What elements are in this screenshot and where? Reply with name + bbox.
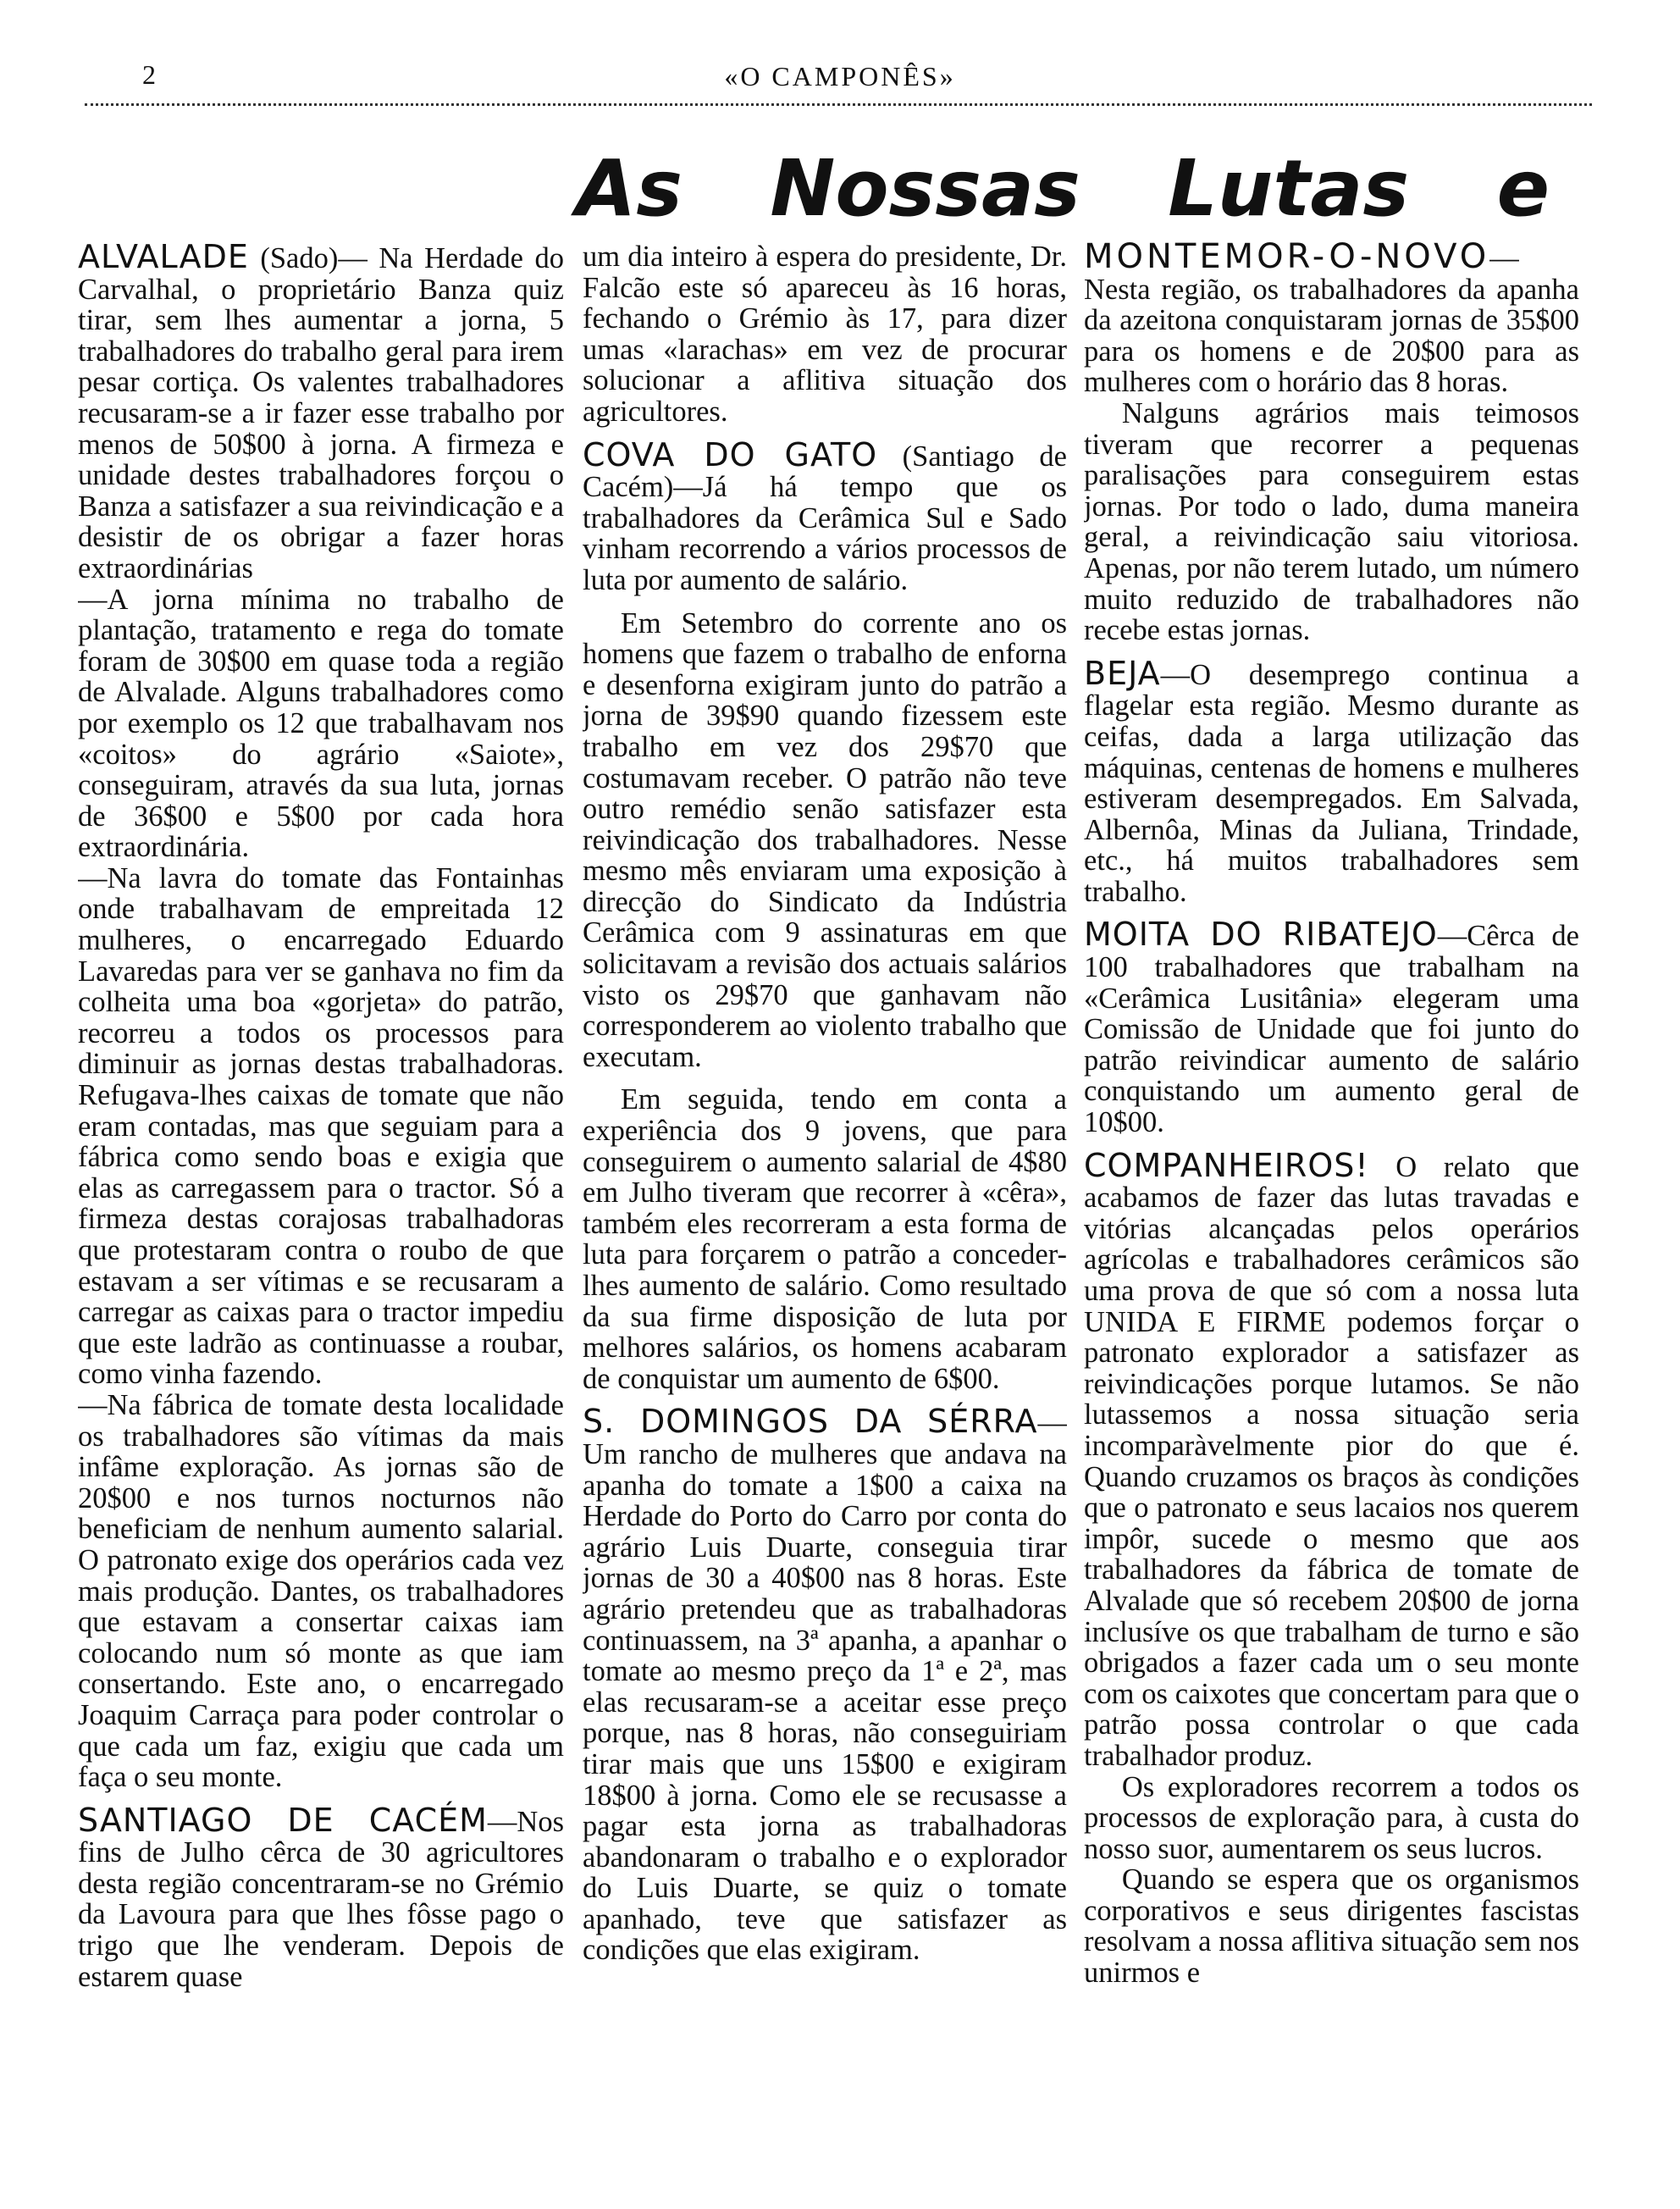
paragraph-companheiros	[1084, 1146, 1579, 1772]
paragraph-text: O relato que acabamos de fazer das lutas travadas e vitórias alcançadas pelos operários agrícolas e trabalhadores cerâmicos são uma prova de que só com a nossa luta UNIDA E FIRME podemos forçar o patronato explorador a satisfazer as reivindicações porque lutamos. Se não lutassemos a nossa situação seria incomparàvelmente pior do que é. Quando cruzamos os braços às condições que o patronato e seus lacaios nos querem impôr, sucede o mesmo que aos trabalhadores da fábrica de tomate de Alvalade que só recebem 20$00 de jorna inclusíve os que trabalham de turno e são obrigados a fazer cada um o seu monte com os caixotes que concertam para que o patrão possa controlar o que cada trabalhador produz.	[1084, 1150, 1579, 1772]
paragraph-nalguns-agrarios: Nalguns agrários mais teimosos tiveram que recorrer a pequenas paralisações para conseguirem estas jornas. Por todo o lado, duma maneira geral, a reivindicação saiu vitoriosa. Apenas, por não terem lutado, um número muito reduzido de trabalhadores não recebe estas jornas.	[1084, 396, 1579, 647]
paragraph-exploradores: Os exploradores recorrem a todos os processos de exploração para, à custa do nosso suor, aumentarem os seus lucros.	[1084, 1770, 1579, 1865]
paragraph-moita	[1084, 916, 1579, 1139]
header-rule	[85, 103, 1592, 106]
place-heading-beja: BEJA	[1084, 654, 1161, 692]
paragraph-fabrica-tomate: —Na fábrica de tomate desta localidade os trabalhadores são vítimas da mais infâme exploração. As jornas são de 20$00 e nos turnos nocturnos não beneficiam de nenhum aumento salarial. O patronato exige dos operários cada vez mais produção. Dantes, os trabalhadores que estavam a consertar caixas iam colocando num só monte as que iam consertando. Este ano, o encarregado Joaquim Carraça para poder controlar o que cada um faz, exigiu que cada um faça o seu monte.	[78, 1388, 564, 1794]
headline-word: Lutas	[1168, 142, 1410, 234]
place-heading-alvalade: ALVALADE	[78, 241, 249, 275]
place-heading-santiago-cacem: SANTIAGO DE CACÉM	[78, 1801, 488, 1839]
paragraph-text: — Um rancho de mulheres que andava na apanha do tomate a 1$00 a caixa na Herdade do Porto do Carro por conta do agrário Luis Duarte, conseguia tirar jornas de 30 a 40$00 nas 8 horas. Este agrário pretendeu que as trabalhadoras continuassem, na 3ª apanha, a apanhar o tomate ao mesmo preço da 1ª e 2ª, mas elas recusaram-se a aceitar esse preço porque, nas 8 horas, não conseguiriam tirar mais que uns 15$00 e exigiram 18$00 à jorna. Como ele se recusasse a pagar esta jorna as trabalhadoras abandonaram o trabalho e o explorador do Luis Duarte, se quiz o tomate apanhado, teve que satisfazer as condições que elas exigiram.	[583, 1407, 1067, 1967]
place-heading-s-domingos: S. DOMINGOS DA SÉRRA	[583, 1403, 1038, 1441]
paragraph-setembro: Em Setembro do corrente ano os homens que fazem o trabalho de enforna e desenforna exigiram junto do patrão a jorna de 39$90 quando fizessem este trabalho em vez dos 29$70 que costumavam receber. O patrão não teve outro remédio senão satisfazer esta reivindicação dos trabalhadores. Nesse mesmo mês enviaram uma exposição à direcção do Sindicato da Indústria Cerâmica com 9 assinaturas em que solicitavam a revisão dos actuais salários visto os 29$70 que ganhavam não corresponderem ao violento trabalho que executam.	[583, 606, 1067, 1073]
headline-word: As	[576, 142, 682, 234]
paragraph-quando-se-espera: Quando se espera que os organismos corporativos e seus dirigentes fascistas resolvam a nossa aflitiva situação sem nos unirmos e	[1084, 1863, 1579, 1990]
paragraph-fontainhas: —Na lavra do tomate das Fontainhas onde trabalhavam de empreitada 12 mulheres, o encarregado Eduardo Lavaredas para ver se ganhava no fim da colheita uma boa «gorjeta» do patrão, recorreu a todos os processos para diminuir as jornas destas trabalhadoras. Refugava-lhes caixas de tomate que não eram contadas, mas que seguiam para a fábrica como sendo boas e exigia que elas as carregassem para o tractor. Só a firmeza destas corajosas trabalhadoras que protestaram contra o roubo de que estavam a ser vítimas e se recusaram a carregar as caixas para o tractor impediu que este ladrão as continuasse a roubar, como vinha fazendo.	[78, 861, 564, 1391]
headline-word: e	[1496, 142, 1550, 234]
paragraph-text: —Nos fins de Julho cêrca de 30 agricultores desta região concentraram-se no Grémio da Lavoura para que lhes fôsse pago o trigo que lhe venderam. Depois de estarem quase	[78, 1805, 564, 1993]
headline-word: Nossas	[770, 142, 1080, 234]
article-column-3	[1084, 241, 1579, 2190]
paragraph-s-domingos	[583, 1403, 1067, 1967]
paragraph-text: (Santiago de Cacém)—Já há tempo que os trabalhadores da Cerâmica Sul e Sado vinham recorrendo a vários processos de luta por aumento de salário.	[583, 440, 1067, 596]
paragraph-text: —Nesta região, os trabalhadores da apanha da azeitona conquistaram jornas de 35$00 para os homens e de 20$00 para as mulheres com o horário das 8 horas.	[1084, 242, 1579, 399]
paragraph-beja	[1084, 654, 1579, 908]
place-heading-moita: MOITA DO RIBATEJO	[1084, 916, 1438, 954]
place-heading-companheiros: COMPANHEIROS!	[1084, 1146, 1369, 1184]
page-number: 2	[142, 59, 156, 90]
headline	[576, 129, 1550, 247]
paragraph-em-seguida: Em seguida, tendo em conta a experiência dos 9 jovens, que para conseguirem o aumento salarial de 4$80 em Julho tiveram que recorrer à «cêra», também eles recorreram a esta forma de luta para forçarem o patrão a conceder-lhes aumento de salário. Como resultado da sua firme disposição de luta por melhores salários, os homens acabaram de conquistar um aumento de 6$00.	[583, 1083, 1067, 1395]
paragraph-text: —Cêrca de 100 trabalhadores que trabalham na «Cerâmica Lusitânia» elegeram uma Comissão de Unidade que foi junto do patrão reivindicar aumento de salário conquistando um aumento geral de 10$00.	[1084, 920, 1579, 1139]
place-heading-cova-do-gato: COVA DO GATO	[583, 435, 878, 473]
article-column-1	[78, 241, 564, 2190]
paragraph-santiago-cacem	[78, 1801, 564, 1993]
paragraph-text: —O desemprego continua a flagelar esta região. Mesmo durante as ceifas, dada a larga utilização das máquinas, centenas de homens e mulheres estiveram desempregados. Em Salvada, Albernôa, Minas da Juliana, Trindade, etc., há muitos trabalhadores sem trabalho.	[1084, 658, 1579, 908]
masthead: «O CAMPONÊS»	[724, 61, 956, 91]
paragraph-text: (Sado)— Na Herdade do Carvalhal, o proprietário Banza quiz tirar, sem lhes aumentar a jorna, 5 trabalhadores do trabalho geral para irem pesar cortiça. Os valentes trabalhadores recusaram-se a ir fazer esse trabalho por menos de 50$00 à jorna. A firmeza e unidade destes trabalhadores forçou o Banza a satisfazer a sua reivindicação e a desistir de os obrigar a fazer horas extraordinárias	[78, 242, 564, 584]
paragraph-montemor	[1084, 241, 1579, 398]
article-column-2	[583, 241, 1067, 2190]
paragraph-cova-do-gato	[583, 435, 1067, 596]
place-heading-montemor: MONTEMOR-O-NOVO	[1084, 241, 1490, 276]
paragraph-tomate-jorna: —A jorna mínima no trabalho de plantação, tratamento e rega do tomate foram de 30$00 em quase toda a região de Alvalade. Alguns trabalhadores como por exemplo os 12 que trabalhavam nos «coitos» do agrário «Saiote», conseguiram, através da sua luta, jornas de 36$00 e 5$00 por cada hora extraordinária.	[78, 583, 564, 864]
page-header	[0, 0, 1680, 119]
paragraph-alvalade	[78, 241, 564, 584]
paragraph-gremio-continuation: um dia inteiro à espera do presidente, Dr. Falcão este só apareceu às 16 horas, fechando o Grémio às 17, para dizer umas «larachas» em vez de procurar solucionar a aflitiva situação dos agricultores.	[583, 241, 1067, 428]
